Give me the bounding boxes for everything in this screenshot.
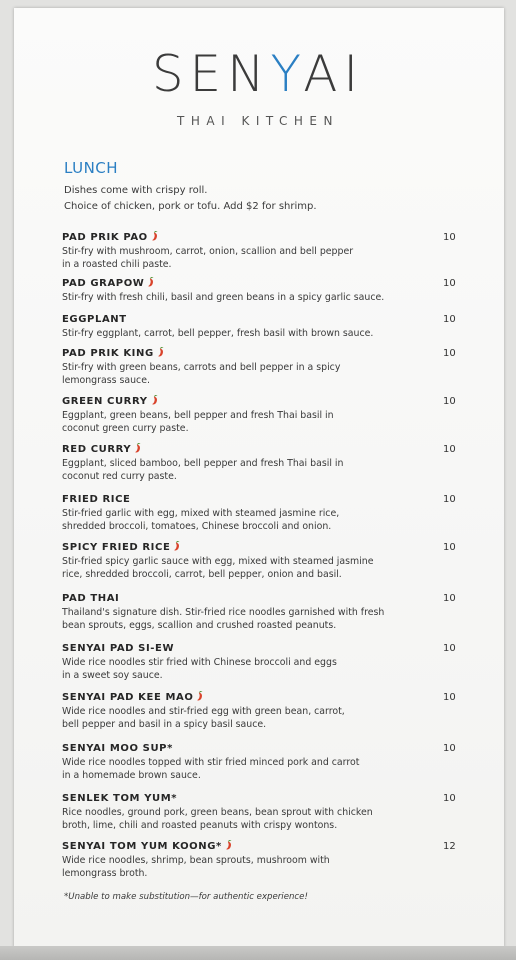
item-price: 10 — [443, 494, 456, 505]
chili-pepper-icon — [151, 395, 160, 405]
item-description: Wide rice noodles topped with stir fried minced pork and carrot — [62, 757, 360, 768]
brand-accent: Y — [270, 45, 304, 103]
menu-item-green-curry — [62, 395, 462, 435]
item-name: PAD GRAPOW — [62, 278, 145, 289]
item-description: lemongrass sauce. — [62, 375, 150, 386]
item-price: 10 — [443, 444, 456, 455]
item-name: SENYAI PAD SI-EW — [62, 643, 175, 654]
item-name: SENLEK TOM YUM* — [62, 793, 178, 804]
menu-item-pad-thai — [62, 592, 462, 632]
item-name: SENYAI MOO SUP* — [62, 743, 173, 754]
menu-item-senyai-tom-yum-koong — [62, 840, 462, 880]
item-price: 10 — [443, 232, 456, 243]
item-description: Thailand's signature dish. Stir-fried rice noodles garnished with fresh — [62, 607, 385, 618]
menu-item-red-curry — [62, 443, 462, 483]
chili-pepper-icon — [147, 277, 156, 287]
item-price: 12 — [443, 841, 456, 852]
item-price: 10 — [443, 542, 456, 553]
item-name: GREEN CURRY — [62, 396, 148, 407]
item-description: Stir-fried spicy garlic sauce with egg, mixed with steamed jasmine — [62, 556, 374, 567]
chili-pepper-icon — [157, 347, 166, 357]
chili-pepper-icon — [151, 231, 160, 241]
chili-pepper-icon — [196, 691, 205, 701]
item-price: 10 — [443, 593, 456, 604]
item-description: Stir-fried garlic with egg, mixed with steamed jasmine rice, — [62, 508, 340, 519]
item-description: in a sweet soy sauce. — [62, 670, 163, 681]
item-price: 10 — [443, 692, 456, 703]
item-description: Wide rice noodles and stir-fried egg with green bean, carrot, — [62, 706, 345, 717]
item-description: Eggplant, sliced bamboo, bell pepper and fresh Thai basil in — [62, 458, 344, 469]
item-description: Wide rice noodles stir fried with Chinese broccoli and eggs — [62, 657, 337, 668]
item-price: 10 — [443, 743, 456, 754]
item-description: Stir-fry with mushroom, carrot, onion, scallion and bell pepper — [62, 246, 354, 257]
menu-item-pad-prik-pao — [62, 231, 462, 271]
menu-item-senyai-pad-kee-mao — [62, 691, 462, 731]
item-description: Rice noodles, ground pork, green beans, bean sprout with chicken — [62, 807, 373, 818]
brand-subtitle: THAI KITCHEN — [177, 114, 339, 128]
section-title: LUNCH — [64, 159, 119, 177]
menu-item-pad-prik-king — [62, 347, 462, 387]
chili-pepper-icon — [225, 840, 234, 850]
item-name: FRIED RICE — [62, 494, 131, 505]
menu-item-senyai-moo-sup — [62, 742, 462, 782]
item-price: 10 — [443, 278, 456, 289]
footnote: *Unable to make substitution—for authentic experience! — [64, 892, 308, 902]
section-intro — [64, 183, 317, 215]
item-name: EGGPLANT — [62, 314, 127, 325]
item-description: broth, lime, chili and roasted peanuts with crispy wontons. — [62, 820, 338, 831]
table-surface — [0, 946, 516, 960]
item-price: 10 — [443, 643, 456, 654]
menu-item-fried-rice — [62, 493, 462, 533]
intro-line: Choice of chicken, pork or tofu. Add $2 for shrimp. — [64, 201, 317, 212]
menu-item-senyai-pad-si-ew — [62, 642, 462, 682]
item-description: shredded broccoli, tomatoes, Chinese broccoli and onion. — [62, 521, 332, 532]
menu-item-pad-grapow — [62, 277, 462, 304]
item-name: SPICY FRIED RICE — [62, 542, 171, 553]
item-description: bean sprouts, eggs, scallion and crushed roasted peanuts. — [62, 620, 337, 631]
item-description: Stir-fry eggplant, carrot, bell pepper, fresh basil with brown sauce. — [62, 328, 374, 339]
item-description: bell pepper and basil in a spicy basil sauce. — [62, 719, 267, 730]
item-name: PAD PRIK KING — [62, 348, 154, 359]
brand-prefix: SEN — [151, 45, 271, 103]
item-price: 10 — [443, 348, 456, 359]
brand-suffix: AI — [303, 45, 365, 103]
item-description: rice, shredded broccoli, carrot, bell pepper, onion and basil. — [62, 569, 342, 580]
intro-line: Dishes come with crispy roll. — [64, 185, 208, 196]
item-description: coconut red curry paste. — [62, 471, 177, 482]
item-name: RED CURRY — [62, 444, 132, 455]
item-name: SENYAI PAD KEE MAO — [62, 692, 194, 703]
brand-logo — [0, 46, 516, 102]
item-price: 10 — [443, 793, 456, 804]
item-name: PAD THAI — [62, 593, 120, 604]
item-price: 10 — [443, 396, 456, 407]
chili-pepper-icon — [134, 443, 143, 453]
menu-item-spicy-fried-rice — [62, 541, 462, 581]
item-name: PAD PRIK PAO — [62, 232, 148, 243]
item-description: Stir-fry with fresh chili, basil and green beans in a spicy garlic sauce. — [62, 292, 385, 303]
item-description: coconut green curry paste. — [62, 423, 189, 434]
item-description: Eggplant, green beans, bell pepper and fresh Thai basil in — [62, 410, 334, 421]
item-price: 10 — [443, 314, 456, 325]
item-name: SENYAI TOM YUM KOONG* — [62, 841, 222, 852]
menu-item-eggplant — [62, 313, 462, 340]
item-description: in a roasted chili paste. — [62, 259, 172, 270]
chili-pepper-icon — [173, 541, 182, 551]
item-description: lemongrass broth. — [62, 868, 148, 879]
item-description: Wide rice noodles, shrimp, bean sprouts, mushroom with — [62, 855, 330, 866]
item-description: Stir-fry with green beans, carrots and bell pepper in a spicy — [62, 362, 341, 373]
menu-item-senlek-tom-yum — [62, 792, 462, 832]
item-description: in a homemade brown sauce. — [62, 770, 201, 781]
